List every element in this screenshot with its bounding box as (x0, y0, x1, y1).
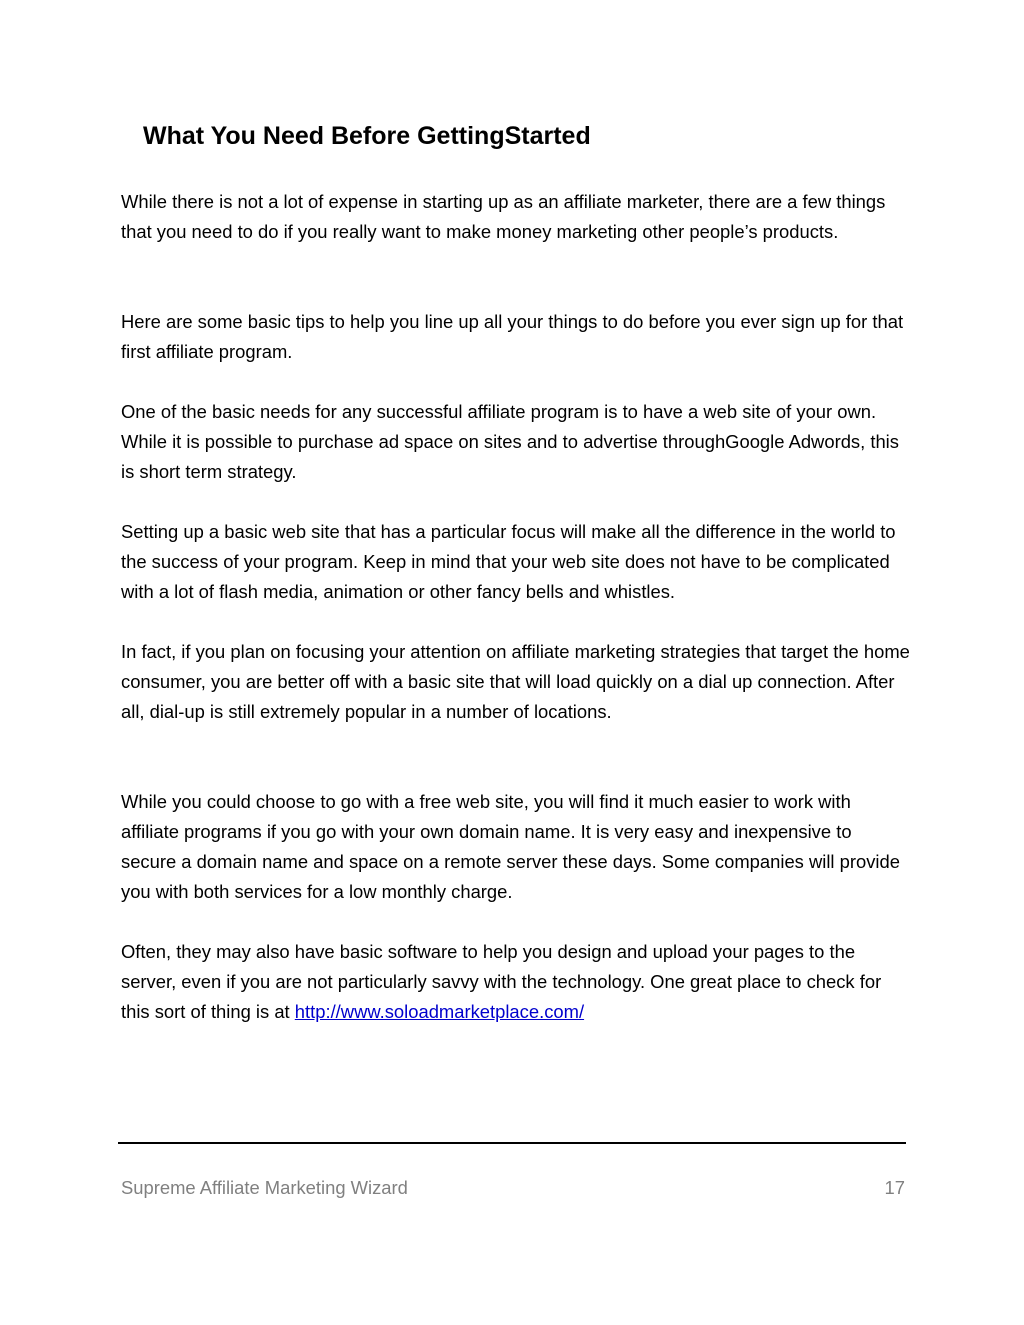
footer-divider (118, 1142, 906, 1144)
paragraph-intro: While there is not a lot of expense in starting up as an affiliate marketer, there are a few things that you need to do if you really want to make money marketing other people’s products. (121, 191, 886, 242)
paragraph-domain-name: While you could choose to go with a free web site, you will find it much easier to work with affiliate programs if you go with your own domain name. It is very easy and inexpensive to secure a domain name and space on a remote server these days. Some companies will provide you with both services for a low monthly charge. (121, 791, 900, 902)
paragraph-site-focus: Setting up a basic web site that has a particular focus will make all the difference in the world to the success of your program. Keep in mind that your web site does not have to be complicated with a lot of flash media, animation or other fancy bells and whistles. (121, 521, 896, 602)
paragraph-software (121, 937, 911, 1027)
paragraph-software-text: Often, they may also have basic software to help you design and upload your pages to the server, even if you are not particularly savvy with the technology. One great place to check for this sort of thing is at (121, 941, 882, 1022)
paragraph-home-consumer: In fact, if you plan on focusing your attention on affiliate marketing strategies that target the home consumer, you are better off with a basic site that will load quickly on a dial up connection. After all, dial-up is still extremely popular in a number of locations. (121, 641, 910, 722)
section-heading: What You Need Before GettingStarted (143, 122, 591, 150)
footer-page-number: 17 (884, 1177, 905, 1198)
paragraph-web-site-need: One of the basic needs for any successful affiliate program is to have a web site of your own. While it is possible to purchase ad space on sites and to advertise throughGoogle Adwords, this is short term strategy. (121, 401, 899, 482)
soloadmarketplace-link[interactable]: http://www.soloadmarketplace.com/ (294, 1001, 585, 1022)
footer-document-title: Supreme Affiliate Marketing Wizard (121, 1177, 408, 1198)
paragraph-basic-tips: Here are some basic tips to help you line up all your things to do before you ever sign up for that first affiliate program. (121, 311, 904, 362)
